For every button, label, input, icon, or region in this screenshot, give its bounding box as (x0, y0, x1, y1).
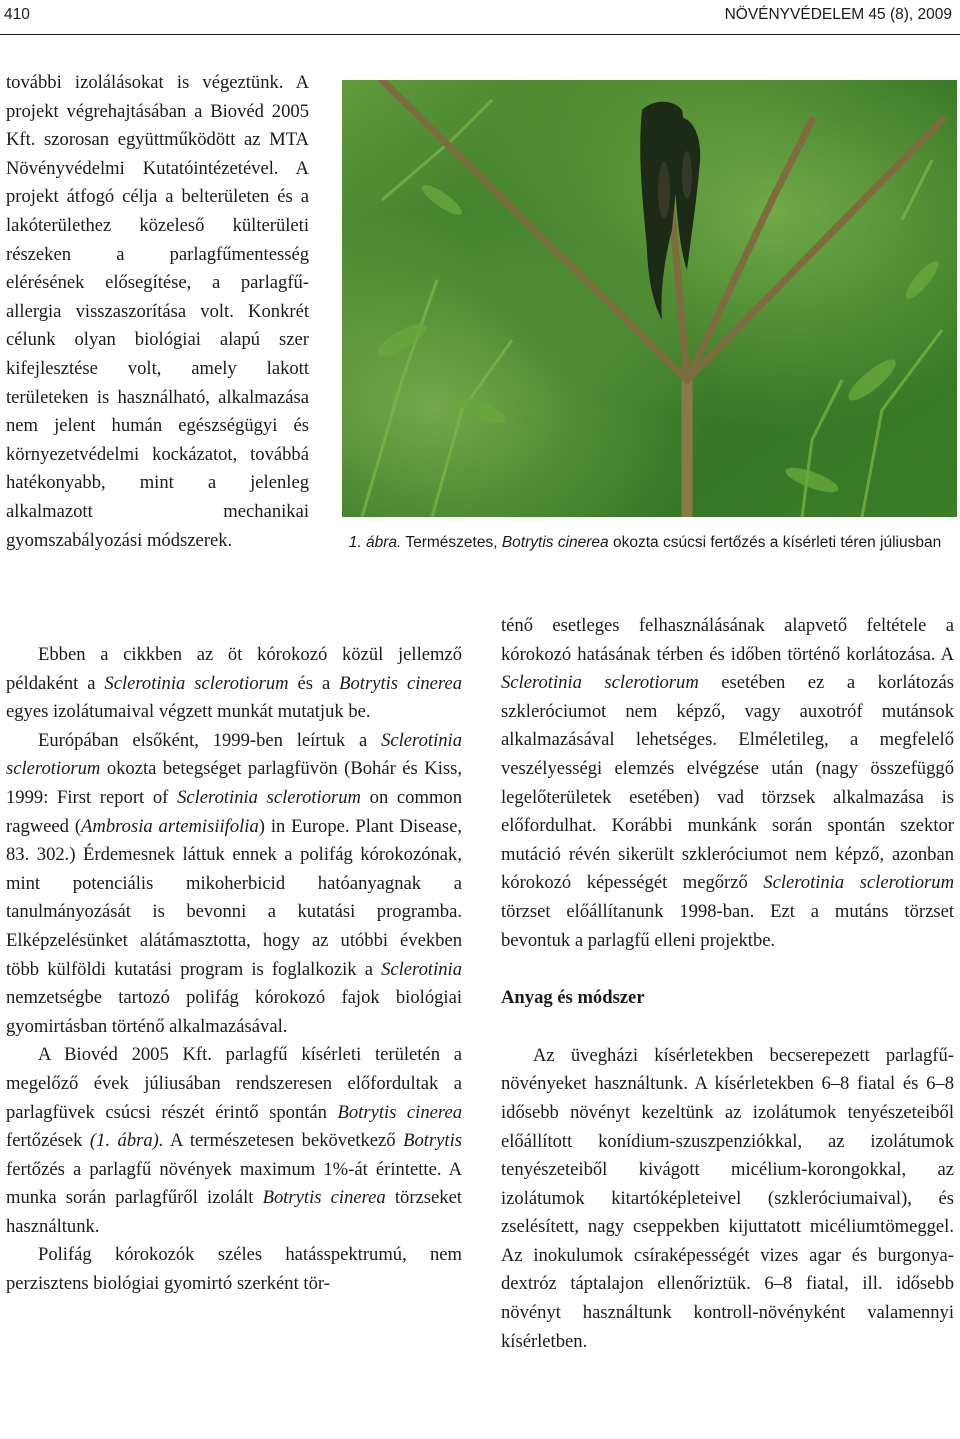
paragraph: ténő esetleges felhasználásának alapvető feltétele a kórokozó hatásának térben és időben történő korlátozása. A Sclerotinia sclerotiorum esetében ez a korlátozás szkleróciumot nem képző, vagy auxotróf mutánsok alkalmazásával lehetséges. Elméletileg, a megfelelő veszélyességi elemzés elvégzése után (nagy összefüggő legelőterületek esetében) vad törzsek alkalmazása is előfordulhat. Korábbi munkánk során spontán szektor mutáció révén sikerült szkleróciumot nem képző, azonban kórokozó képességét megőrző Sclerotinia sclerotiorum törzset előállítanunk 1998-ban. Ezt a mutáns törzset bevontuk a parlagfű elleni projektbe. (501, 615, 955, 951)
paragraph: Polifág kórokozók széles hatásspektrumú, nem perzisztens biológiai gyomirtó szerként tör- (6, 1244, 462, 1295)
column-left-bottom (6, 641, 462, 1299)
caption-label: 1. ábra. (348, 534, 402, 551)
ragweed-photo (342, 80, 957, 517)
caption-species: Botrytis cinerea (501, 534, 609, 551)
paragraph: Ebben a cikkben az öt kórokozó közül jellemző példaként a Sclerotinia sclerotiorum és a Botrytis cinerea egyes izolátumaival végzett munkát mutatjuk be. (6, 644, 463, 723)
paragraph: A Biovéd 2005 Kft. parlagfű kísérleti területén a megelőző évek júliusában rendszeresen előfordultak a parlagfüvek csúcsi részét érintő spontán Botrytis cinerea fertőzések (1. ábra). A természetesen bekövetkező Botrytis fertőzés a parlagfű növények maximum 1%-át érintette. A munka során parlagfűről izolált Botrytis cinerea törzseket használtunk. (6, 1044, 462, 1237)
journal-title: NÖVÉNYVÉDELEM 45 (8), 2009 (724, 6, 952, 23)
paragraph: Európában elsőként, 1999-ben leírtuk a Sclerotinia sclerotiorum okozta betegséget parlagfüvön (Bohár és Kiss, 1999: First report of Sclerotinia sclerotiorum on common ragweed (Ambrosia artemisiifolia) in Europe. Plant Disease, 83. 302.) Érdemesnek láttuk ennek a polifág kórokozónak, mint potenciális mikoherbicid hatóanyagnak a tanulmányozását is bevonni a kutatási programba. Elképzelésünket alátámasztotta, hogy az utóbbi években több külföldi kutatási program is foglalkozik a Sclerotinia nemzetségbe tartozó polifág kórokozó fajok biológiai gyomirtásban történő alkalmazásával. (6, 729, 463, 1037)
paragraph: Az üvegházi kísérletekben becserepezett parlagfű-növényeket használtunk. A kísérletekben 6–8 fiatal és 6–8 idősebb növényt kezeltünk az izolátumok tenyészeteiből előállított konídium-szuszpenziókkal, az izolátumok tenyészeteiből kivágott micélium-korongokkal, az izolátumok kitartóképleteivel (szkleróciumaival), és zselésített, nagy cseppekben kijuttatott micéliumtömeggel. Az inokulumok csíraképességét vizes agar és burgonya-dextróz táptalajon ellenőriztük. 6–8 fiatal, ill. idősebb növényt használtunk kontroll-növényként valamennyi kísérletben. (501, 1044, 954, 1352)
running-header (0, 6, 960, 30)
caption-text: Természetes, (401, 534, 502, 551)
page-number: 410 (4, 6, 30, 23)
column-right (501, 612, 954, 1356)
column-left-top (6, 69, 309, 555)
figure-caption (345, 530, 945, 556)
figure-photo (342, 80, 957, 517)
caption-text-end: okozta csúcsi fertőzés a kísérleti téren júliusban (608, 534, 942, 551)
paragraph: további izolálásokat is végeztünk. A projekt végrehajtásában a Biovéd 2005 Kft. szorosan együttműködött az MTA Növényvédelmi Kutatóintézetével. A projekt átfogó célja a belterületen és a lakóterülethez közeleső külterületi részeken a parlagfűmentesség elérésének elősegítése, a parlagfű-allergia visszaszorítása volt. Konkrét célunk olyan biológiai alapú szer kifejlesztése volt, amely lakott területeken is használható, alkalmazása nem jelent humán egészségügyi és környezetvédelmi kockázatot, továbbá hatékonyabb, mint a jelenleg alkalmazott mechanikai gyomszabályozási módszerek. (6, 72, 309, 551)
header-rule (0, 34, 960, 35)
section-heading: Anyag és módszer (501, 987, 645, 1009)
